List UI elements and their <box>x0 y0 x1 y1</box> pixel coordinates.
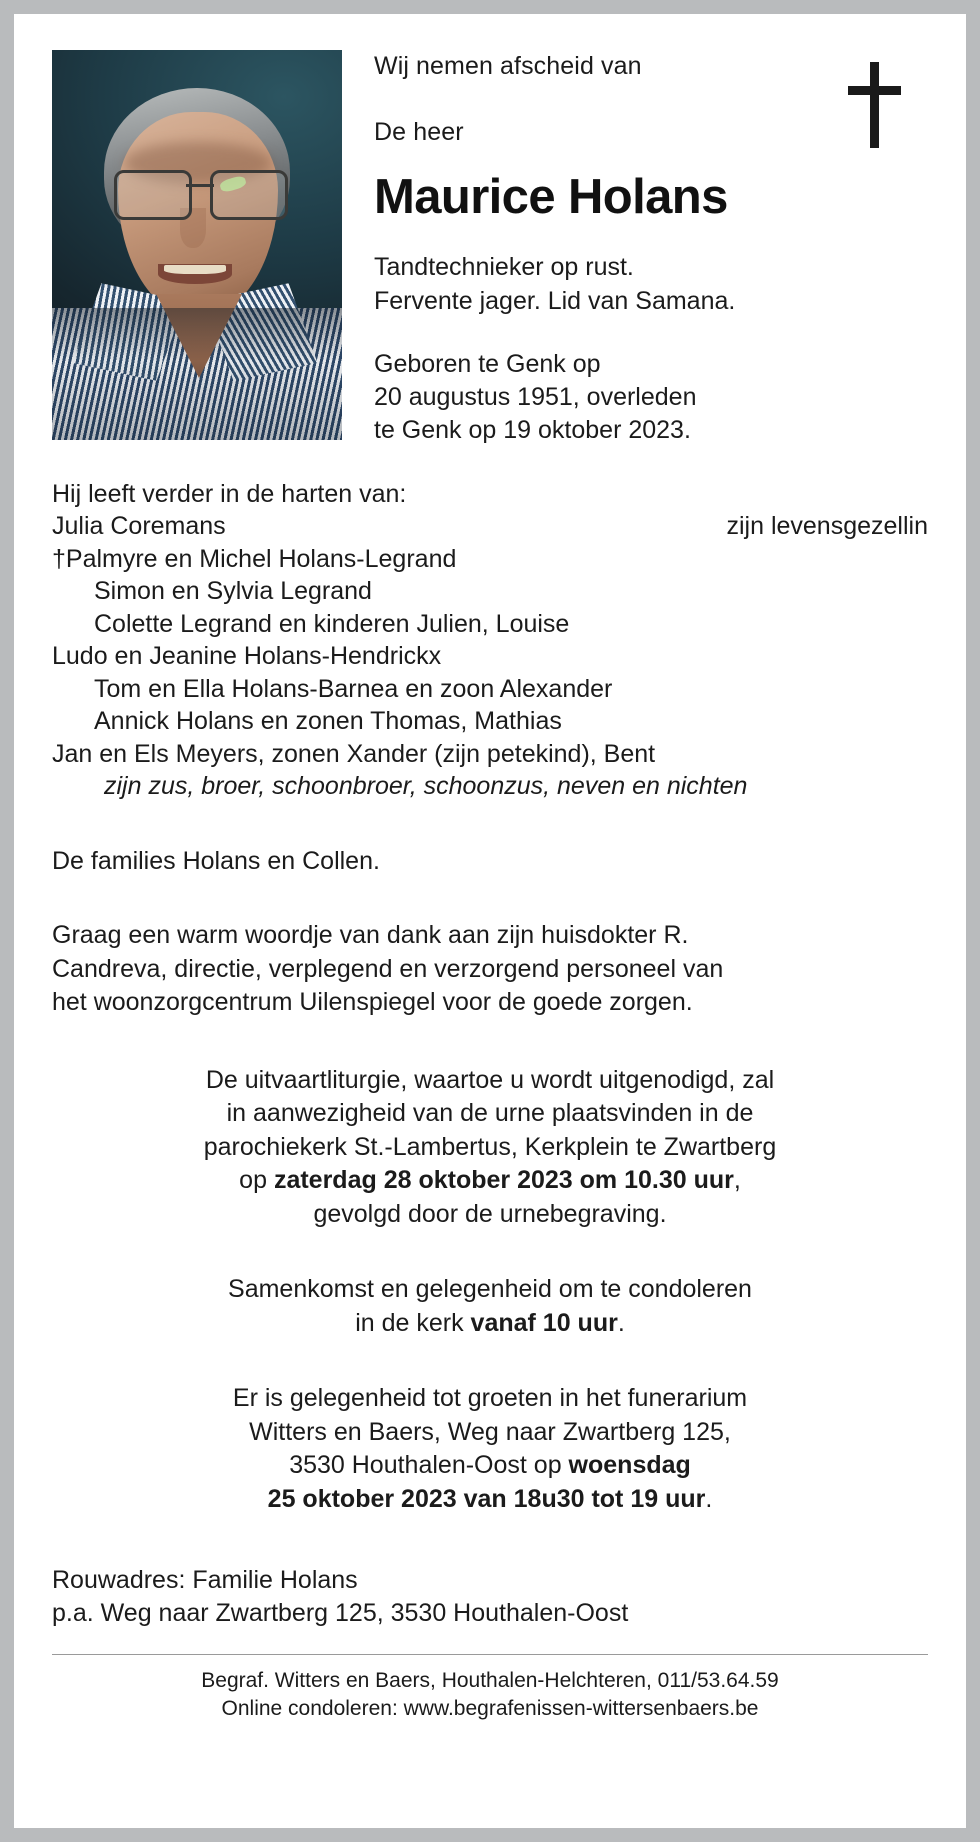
portrait-shading <box>52 308 342 440</box>
liturgy-block <box>52 1064 928 1232</box>
portrait-glasses-bridge <box>186 184 214 187</box>
family-line: Tom en Ella Holans-Barnea en zoon Alexander <box>94 674 613 703</box>
liturgy-datetime: zaterdag 28 oktober 2023 om 10.30 uur <box>273 1166 734 1195</box>
salutation: De heer <box>374 118 464 146</box>
family-relations-line: zijn zus, broer, schoonbroer, schoonzus, neven en nichten <box>104 772 748 801</box>
funerarium-datetime: 25 oktober 2023 van 18u30 tot 19 uur <box>267 1484 706 1513</box>
cross-vertical-bar <box>870 62 879 148</box>
liturgy-line-4-prefix: op <box>239 1166 274 1195</box>
family-line: Jan en Els Meyers, zonen Xander (zijn petekind), Bent <box>52 739 656 768</box>
funerarium-address-prefix: 3530 Houthalen-Oost op <box>289 1451 569 1480</box>
family-intro: Hij leeft verder in de harten van: <box>52 479 407 508</box>
footer-divider <box>52 1654 928 1655</box>
family-line: Simon en Sylvia Legrand <box>94 577 372 606</box>
profession-block <box>374 251 928 318</box>
funerarium-line-4-suffix: . <box>705 1484 713 1513</box>
family-line: †Palmyre en Michel Holans-Legrand <box>52 544 457 573</box>
liturgy-line-3: parochiekerk St.-Lambertus, Kerkplein te Zwartberg <box>203 1132 777 1161</box>
partner-name: Julia Coremans <box>52 512 226 541</box>
deceased-name: Maurice Holans <box>374 170 728 224</box>
family-line: Ludo en Jeanine Holans-Hendrickx <box>52 642 442 671</box>
condolences-line-1: Samenkomst en gelegenheid om te condoleren <box>228 1275 752 1304</box>
family-line: Colette Legrand en kinderen Julien, Louise <box>94 609 570 638</box>
portrait-photo <box>52 50 342 440</box>
footer <box>52 1667 928 1722</box>
farewell-line: Wij nemen afscheid van <box>374 52 642 80</box>
families-line: De families Holans en Collen. <box>52 846 380 875</box>
condolences-block <box>52 1273 928 1340</box>
family-line: Annick Holans en zonen Thomas, Mathias <box>94 707 562 736</box>
memorial-card <box>14 14 966 1828</box>
partner-relation: zijn levensgezellin <box>726 512 928 541</box>
funerarium-line-3 <box>52 1449 928 1483</box>
condolences-prefix: in de kerk <box>355 1308 471 1337</box>
portrait-mouth <box>158 264 232 284</box>
profession-line-2: Fervente jager. Lid van Samana. <box>374 286 736 315</box>
mourning-address <box>52 1564 928 1630</box>
birth-death-block <box>374 348 928 448</box>
birth-line-1: Geboren te Genk op <box>374 349 601 378</box>
condolences-line-2 <box>52 1307 928 1341</box>
funerarium-day: woensdag <box>568 1451 691 1480</box>
funerarium-block <box>52 1382 928 1516</box>
thanks-line-3: het woonzorgcentrum Uilenspiegel voor de goede zorgen. <box>52 988 693 1017</box>
liturgy-line-4-suffix: , <box>733 1166 741 1195</box>
partner-row <box>52 510 928 543</box>
liturgy-line-4 <box>52 1164 928 1198</box>
condolences-suffix: . <box>617 1308 625 1337</box>
mourning-address-line-2: p.a. Weg naar Zwartberg 125, 3530 Houthalen-Oost <box>52 1599 629 1628</box>
family-list <box>52 478 928 803</box>
funeral-home-line: Begraf. Witters en Baers, Houthalen-Helchteren, 011/53.64.59 <box>201 1669 779 1693</box>
header-section <box>52 14 928 448</box>
online-condolences-line: Online condoleren: www.begrafenissen-wittersenbaers.be <box>221 1696 759 1720</box>
portrait-lens-left <box>114 170 192 220</box>
funerarium-line-1: Er is gelegenheid tot groeten in het funerarium <box>232 1384 748 1413</box>
birth-line-2: 20 augustus 1951, overleden <box>374 383 697 412</box>
profession-line-1: Tandtechnieker op rust. <box>374 253 634 282</box>
thanks-paragraph <box>52 919 928 1020</box>
mourning-address-line-1: Rouwadres: Familie Holans <box>52 1566 358 1595</box>
funerarium-line-2: Witters en Baers, Weg naar Zwartberg 125, <box>249 1417 731 1446</box>
latin-cross-icon <box>844 62 904 148</box>
portrait-glasses <box>110 170 288 216</box>
thanks-line-1: Graag een warm woordje van dank aan zijn huisdokter R. <box>52 921 689 950</box>
portrait-teeth <box>164 265 226 274</box>
memorial-card-inner <box>14 14 966 1828</box>
liturgy-line-1: De uitvaartliturgie, waartoe u wordt uitgenodigd, zal <box>205 1065 775 1094</box>
thanks-line-2: Candreva, directie, verplegend en verzorgend personeel van <box>52 954 724 983</box>
liturgy-line-2: in aanwezigheid van de urne plaatsvinden in de <box>226 1099 754 1128</box>
portrait-lens-right <box>210 170 288 220</box>
cross-horizontal-bar <box>848 86 901 95</box>
death-line: te Genk op 19 oktober 2023. <box>374 416 691 445</box>
condolences-time: vanaf 10 uur <box>470 1308 618 1337</box>
liturgy-line-5: gevolgd door de urnebegraving. <box>313 1199 667 1228</box>
funerarium-line-4 <box>52 1483 928 1517</box>
header-text <box>342 50 928 448</box>
